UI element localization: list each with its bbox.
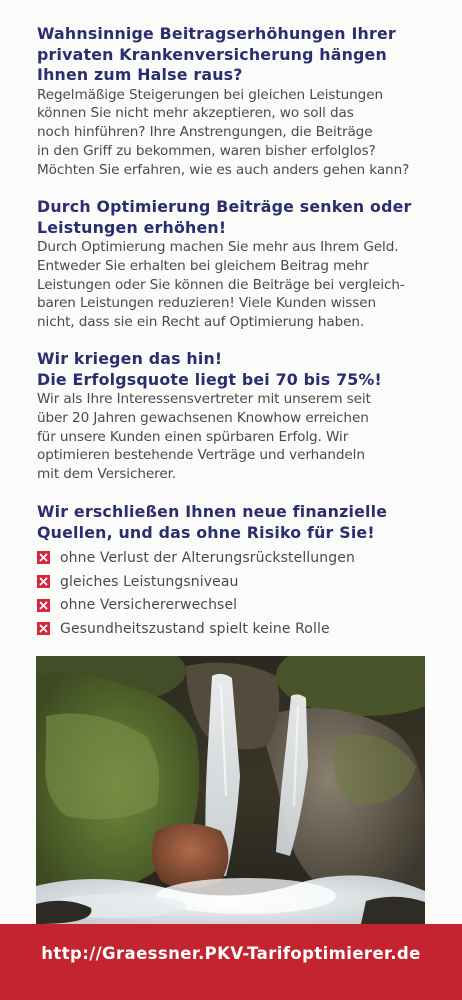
body-line: Leistungen oder Sie können die Beiträge bei vergleich- <box>37 276 405 293</box>
x-box-icon <box>37 599 50 612</box>
heading-line: Ihnen zum Halse raus? <box>37 65 243 84</box>
section-benefits <box>37 502 437 641</box>
list-item-label: ohne Versichererwechsel <box>60 597 238 614</box>
benefit-list <box>37 546 437 641</box>
body-line: optimieren bestehende Verträge und verhandeln <box>37 447 365 464</box>
body-line: Möchten Sie erfahren, wie es auch anders gehen kann? <box>37 161 410 178</box>
body-line: mit dem Versicherer. <box>37 466 177 483</box>
heading-line: Wir erschließen Ihnen neue finanzielle <box>37 502 388 521</box>
heading-line: Wahnsinnige Beitragserhöhungen Ihrer <box>37 24 396 43</box>
website-url[interactable]: http://Graessner.PKV-Tarifoptimierer.de <box>41 944 421 963</box>
heading-line: Durch Optimierung Beiträge senken oder <box>37 197 412 216</box>
x-box-icon <box>37 622 50 635</box>
section-success-rate <box>37 349 437 484</box>
body-line: baren Leistungen reduzieren! Viele Kunden wissen <box>37 295 377 312</box>
body-line: in den Griff zu bekommen, waren bisher erfolglos? <box>37 142 376 159</box>
heading-line: Wir kriegen das hin! <box>37 349 223 368</box>
heading-line: Leistungen erhöhen! <box>37 217 227 237</box>
section-heading <box>37 502 437 543</box>
list-item <box>37 546 437 570</box>
footer-banner <box>0 924 462 1000</box>
list-item-label: ohne Verlust der Alterungsrückstellungen <box>60 549 355 566</box>
list-item <box>37 593 437 617</box>
body-line: Wir als Ihre Interessensvertreter mit unserem seit <box>37 391 371 407</box>
section-heading <box>37 349 437 390</box>
section-body <box>37 238 437 332</box>
list-item-label: gleiches Leistungsniveau <box>60 573 239 590</box>
section-heading <box>37 197 437 238</box>
body-line: Regelmäßige Steigerungen bei gleichen Leistungen <box>37 86 383 103</box>
section-body <box>37 390 437 484</box>
section-premium-increase <box>37 24 437 179</box>
list-item-label: Gesundheitszustand spielt keine Rolle <box>60 620 330 637</box>
x-box-icon <box>37 551 50 564</box>
waterfall-photo <box>36 656 425 924</box>
body-line: können Sie nicht mehr akzeptieren, wo soll das <box>37 105 354 122</box>
x-box-icon <box>37 575 50 588</box>
list-item <box>37 570 437 594</box>
body-line: über 20 Jahren gewachsenen Knowhow erreichen <box>37 409 369 426</box>
section-body <box>37 86 437 180</box>
section-optimization <box>37 197 437 332</box>
heading-line: Quellen, und das ohne Risiko für Sie! <box>37 522 375 542</box>
body-line: nicht, dass sie ein Recht auf Optimierung haben. <box>37 314 365 331</box>
body-line: für unsere Kunden einen spürbaren Erfolg. Wir <box>37 428 349 445</box>
heading-line: privaten Krankenversicherung hängen <box>37 44 387 64</box>
heading-line: Die Erfolgsquote liegt bei 70 bis 75%! <box>37 369 382 389</box>
section-heading <box>37 24 437 86</box>
body-line: Entweder Sie erhalten bei gleichem Beitrag mehr <box>37 257 369 274</box>
body-line: noch hinführen? Ihre Anstrengungen, die Beiträge <box>37 124 373 141</box>
body-line: Durch Optimierung machen Sie mehr aus Ihrem Geld. <box>37 239 399 255</box>
list-item <box>37 617 437 641</box>
